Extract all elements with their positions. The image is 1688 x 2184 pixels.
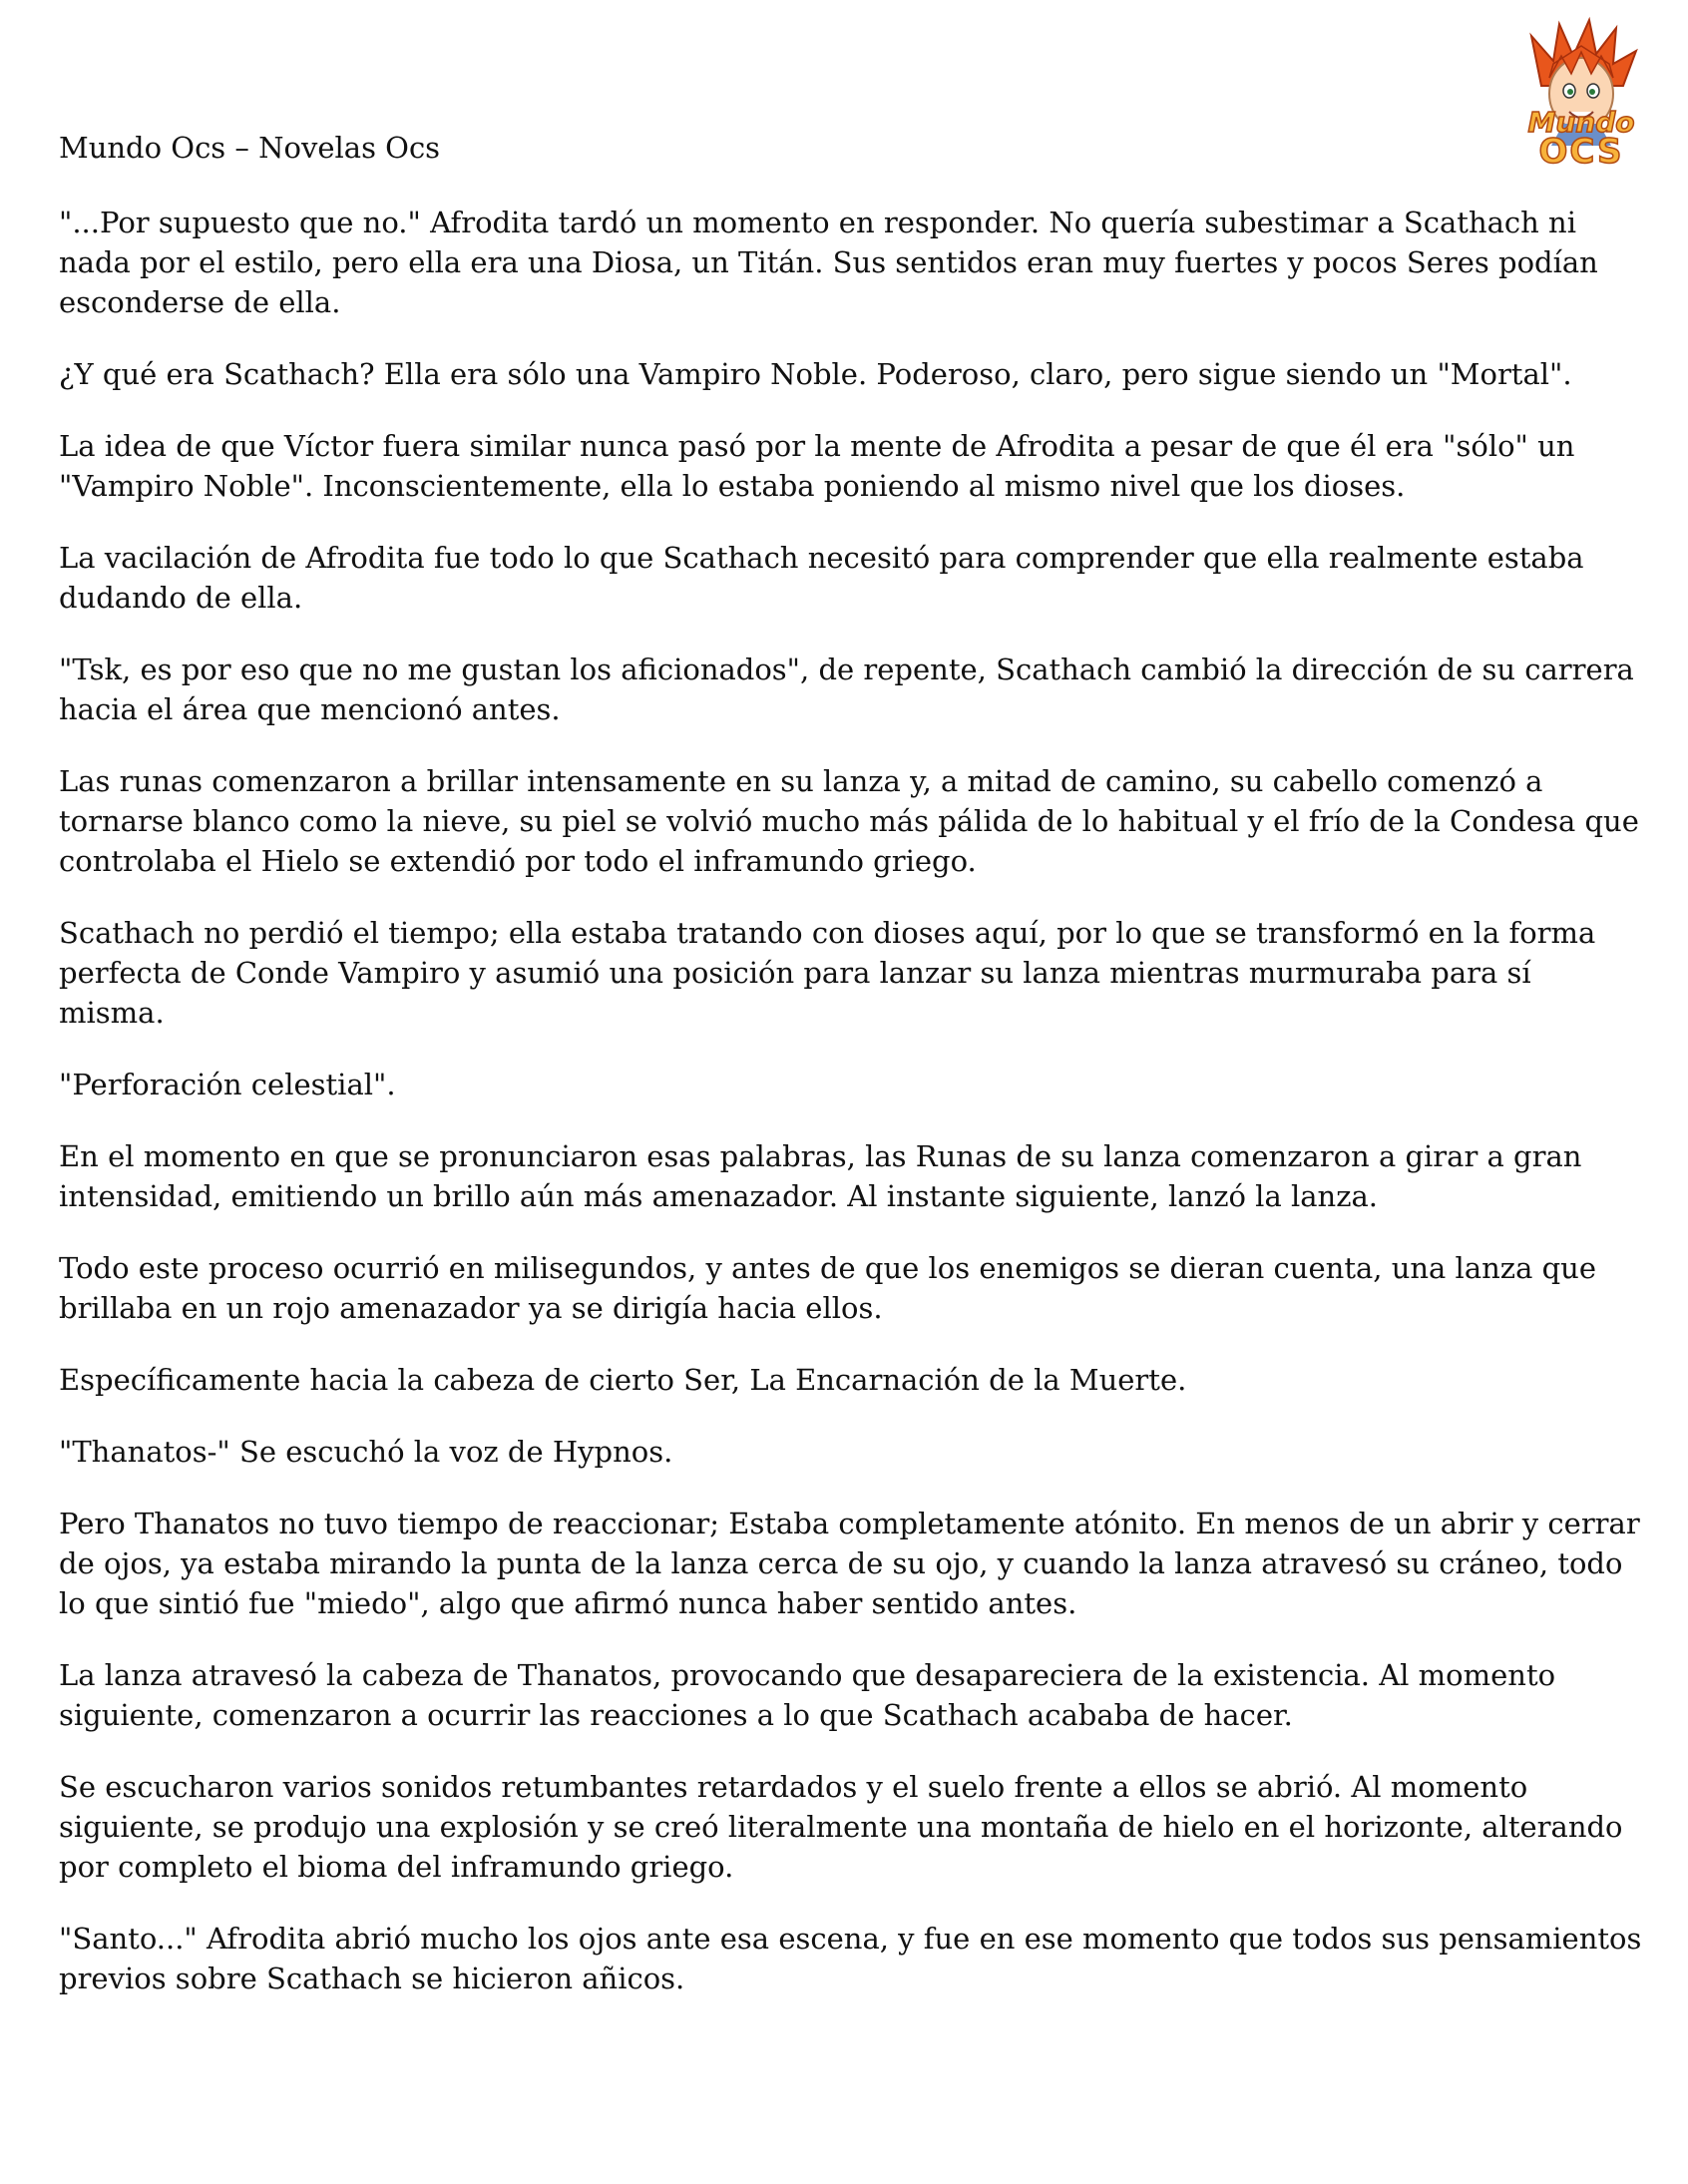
paragraph: En el momento en que se pronunciaron esas palabras, las Runas de su lanza comenzaron a girar a gran intensidad, emitiendo un brillo aún más amenazador. Al instante siguiente, lanzó la lanza.	[59, 1139, 1582, 1213]
paragraph: Se escucharon varios sonidos retumbantes retardados y el suelo frente a ellos se abrió. Al momento siguiente, se produjo una explosión y se creó literalmente una montaña de hielo en el horizonte, alterando por completo el bioma del inframundo griego.	[59, 1770, 1623, 1884]
paragraph: Específicamente hacia la cabeza de cierto Ser, La Encarnación de la Muerte.	[59, 1363, 1187, 1397]
paragraph: Las runas comenzaron a brillar intensamente en su lanza y, a mitad de camino, su cabello comenzó a tornarse blanco como la nieve, su piel se volvió mucho más pálida de lo habitual y el frío de la Condesa que controlaba el Hielo se extendió por todo el inframundo griego.	[59, 764, 1639, 878]
paragraph: La idea de que Víctor fuera similar nunca pasó por la mente de Afrodita a pesar de que él era "sólo" un "Vampiro Noble". Inconscientemente, ella lo estaba poniendo al mismo nivel que los dioses.	[59, 429, 1575, 503]
paragraph: Pero Thanatos no tuvo tiempo de reaccionar; Estaba completamente atónito. En menos de un abrir y cerrar de ojos, ya estaba mirando la punta de la lanza cerca de su ojo, y cuando la lanza atravesó su cráneo, todo lo que sintió fue "miedo", algo que afirmó nunca haber sentido antes.	[59, 1507, 1640, 1620]
paragraph: Scathach no perdió el tiempo; ella estaba tratando con dioses aquí, por lo que se transformó en la forma perfecta de Conde Vampiro y asumió una posición para lanzar su lanza mientras murmuraba para sí misma.	[59, 916, 1596, 1030]
paragraph: La vacilación de Afrodita fue todo lo que Scathach necesitó para comprender que ella realmente estaba dudando de ella.	[59, 541, 1584, 615]
mundo-ocs-logo	[1501, 16, 1661, 176]
paragraph: "Perforación celestial".	[59, 1068, 396, 1101]
paragraph: "...Por supuesto que no." Afrodita tardó un momento en responder. No quería subestimar a Scathach ni nada por el estilo, pero ella era una Diosa, un Titán. Sus sentidos eran muy fuertes y pocos Seres podían esconderse de ella.	[59, 206, 1598, 319]
paragraph: "Santo..." Afrodita abrió mucho los ojos ante esa escena, y fue en ese momento que todos sus pensamientos previos sobre Scathach se hicieron añicos.	[59, 1922, 1642, 1995]
paragraph: La lanza atravesó la cabeza de Thanatos, provocando que desapareciera de la existencia. Al momento siguiente, comenzaron a ocurrir las reacciones a lo que Scathach acababa de hacer.	[59, 1658, 1556, 1732]
story-body	[59, 203, 1645, 2030]
paragraph: "Tsk, es por eso que no me gustan los aficionados", de repente, Scathach cambió la dirección de su carrera hacia el área que mencionó antes.	[59, 653, 1634, 726]
paragraph: "Thanatos-" Se escuchó la voz de Hypnos.	[59, 1435, 673, 1469]
logo-text-line1: Mundo	[1527, 106, 1635, 139]
paragraph: ¿Y qué era Scathach? Ella era sólo una Vampiro Noble. Poderoso, claro, pero sigue siendo un "Mortal".	[59, 357, 1572, 391]
document-header: Mundo Ocs – Novelas Ocs	[59, 131, 441, 165]
logo-text-line2: OCS	[1538, 132, 1624, 172]
paragraph: Todo este proceso ocurrió en milisegundos, y antes de que los enemigos se dieran cuenta, una lanza que brillaba en un rojo amenazador ya se dirigía hacia ellos.	[59, 1251, 1596, 1325]
